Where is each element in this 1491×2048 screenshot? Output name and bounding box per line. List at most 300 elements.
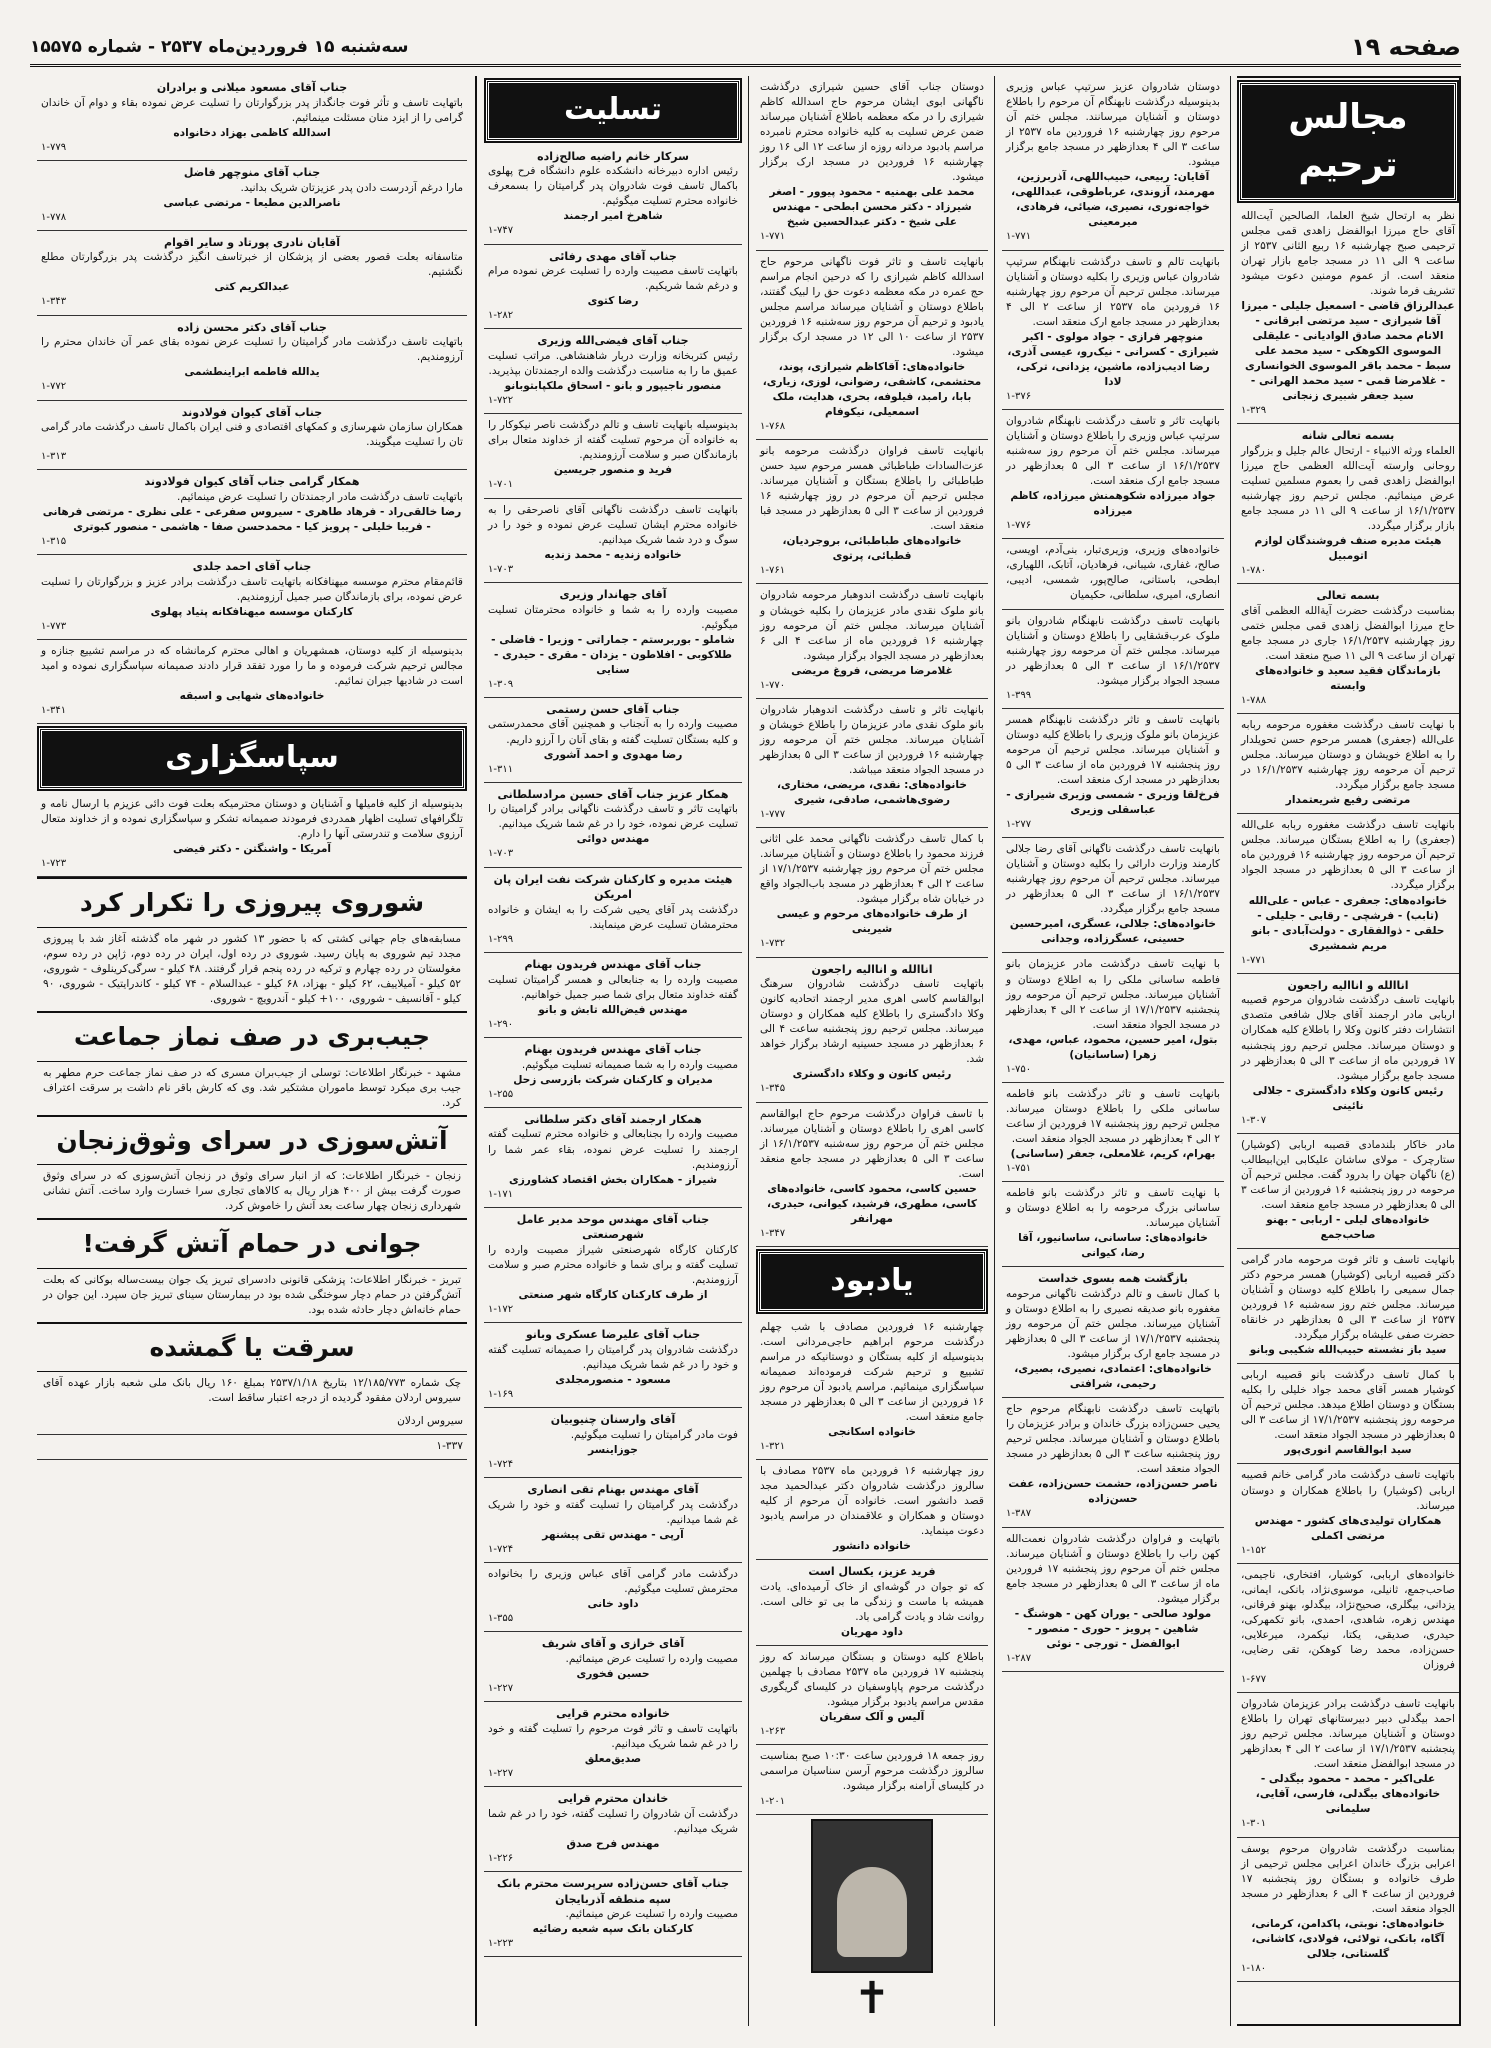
- notice-body: باتهایت تاسف درگذشت مادر ارجمندتان را تسلیت عرض مینمائیم.: [177, 491, 463, 503]
- notice-signature: شاملو - بوربرستم - جماراتی - وزیرا - فاضلی - طلاکوبی - افلاطون - یزدان - مقری - حیدری - سنایی: [491, 633, 735, 676]
- notice-body: مصیبت وارده را تسلیت عرض مینمائیم.: [565, 1652, 738, 1665]
- notice-list: [37, 76, 467, 724]
- news-headline: جیب‌بری در صف نماز جماعت: [37, 1011, 467, 1062]
- notice-body: مصیبت وارده را تسلیت عرض مینمائیم.: [565, 1908, 738, 1921]
- notice-entry: [1002, 1182, 1224, 1267]
- notice-title: جناب آقای منوچهر فاضل: [183, 165, 321, 179]
- notice-code: ۱-۳۴۳: [41, 296, 67, 308]
- notice-body: خانواده‌های اربابی، کوشیار، افتخاری، ناجیمی، صاحب‌جمع، ثانیلی، موسوی‌نژاد، بانکی، ایمانی، یزدانی، بیگلری، صحیح‌نژاد، بیگدلو، بهنو فرقانی، مهندس زهره، شاهدی، احمدی، بانو تکمهرکی، حیدری، صدیقی، یکتا، نیکمرد، میرعلایی، حسن‌زاده، محمد رضا کوهکن، تقی رضایی، فروزان: [1241, 1568, 1455, 1672]
- notice-code: ۱-۷۷۱: [760, 231, 786, 243]
- notice-signature: صدیق‌معلق: [584, 1752, 642, 1765]
- notice-signature: آرپی - مهندس تقی پیشنهر: [542, 1528, 684, 1541]
- notice-signature: مسعود - منصورمجلدی: [555, 1374, 671, 1386]
- notice-code: ۱-۳۱۳: [41, 451, 67, 463]
- notice-body: متاسفانه بعلت قصور بعضی از پزشکان از خبرتاسف انگیز درگذشت پدر بزرگوارتان مطلع نگشتیم.: [41, 251, 463, 279]
- notice-code: ۱-۲۲۷: [488, 1767, 514, 1779]
- notice-body: بانهایت تاسف و تاثر فوت ناگهانی مرحوم حاج اسدالله کاظم شیرازی را که درحین انجام مراسم حج عمره در مکه معظمه دعوت حق را لبیک گفتند، باطلاع دوستان و آشنایان میرساند مراسم مجلس یادبود و ترحیم آن مرحوم روز سه‌شنبه ۱۶ فروردین ۲۵۳۷ از ساعت ۱۰ الی ۱۲ در مسجد ارک برگزار میشود.: [760, 255, 984, 358]
- notice-entry: [1002, 1083, 1224, 1182]
- notice-body: با کمال تاسف درگذشت ناگهانی محمد علی اثانی فرزند محمود را باطلاع دوستان و آشنایان میرساند. مجلس ختم آن مرحوم روز چهارشنبه ۱۷/۱/۲۵۳۷ از ساعت ۲ الی ۴ بعدازظهر در مسجد باب‌الجواد واقع در خیابان شاه برگزار میشود.: [760, 833, 984, 906]
- news-body: چک شماره ۱۲/۱۸۵/۷۷۳ بتاریخ ۲۵۳۷/۱/۱۸ بمبلغ ۱۶۰ ریال بانک ملی شعبه بازار عهده آقای سیروس اردلان مفقود گردیده از درجه اعتبار ساقط است.: [43, 1377, 461, 1405]
- notice-signature: کارکنان بانک سپه شعبه رضائیه: [532, 1923, 694, 1936]
- notice-signature: هیئت مدیره صنف فروشندگان لوازم اتومبیل: [1254, 534, 1442, 562]
- notice-code: ۱-۲۲۷: [488, 1682, 514, 1694]
- notice-signature: بهرام، کریم، غلامعلی، جعفر (ساسانی): [1010, 1148, 1216, 1160]
- notice-signature: اسدالله کاظمی بهزاد دخانواده: [173, 126, 331, 139]
- notice-entry: [1237, 974, 1459, 1134]
- notice-body: بانهایت تاسف فراوان درگذشت مرحومه بانو عزت‌السادات طباطبائی همسر مرحوم سید حسن طباطبائی را باطلاع بستگان و آشنایان میرساند. مجلس ترحیم آن مرحوم در روز چهارشنبه ۱۶ فروردین از ساعت ۳ الی ۵ بعدازظهر در مسجد قبا منعقد است.: [760, 445, 984, 533]
- notice-title: جناب آقای حسن رستمی: [546, 702, 680, 716]
- notice-title: جناب آقای کیوان فولادوند: [181, 405, 323, 419]
- page-number: صفحه ۱۹: [1351, 33, 1461, 61]
- notice-body: بدینوسیله از کلیه دوستان، همشهریان و اهالی محترم کرمانشاه که در مراسم تشییع جنازه و مجالس ترحیم شرکت فرموده و ما را مورد تفقد قرار دادند صمیمانه سپاسگزاری نموده و امید است در شادیها جبران نمائیم.: [41, 645, 463, 688]
- notice-signature: سید ابوالقاسم انوری‌پور: [1284, 1444, 1412, 1457]
- news-list: [37, 877, 467, 1460]
- notice-entry: [756, 828, 988, 957]
- notice-signature: مدیران و کارکنان شرکت بازرسی زحل: [513, 1073, 713, 1086]
- notice-body: مصیبت وارده را به جنابعالی و همسر گرامیتان تسلیت گفته خداوند متعال برای شما صبر جمیل خواهانیم.: [488, 973, 738, 1001]
- notice-body: باتهایت تاسف و تأثر فوت جانگداز پدر بزرگوارتان را تسلیت عرض نموده بقاء و دوام آن خاندان گرامی را از ایزد منان مسئلت مینمائیم.: [41, 96, 463, 124]
- notice-body: مصیبت وارده را به شما و خانواده محترمتان تسلیت میگوئیم.: [488, 603, 738, 631]
- notice-entry: [484, 245, 742, 330]
- notice-entry: [484, 583, 742, 698]
- notice-signature: مولود صالحی - یوران کهن - هوشنگ - شاهین - پرویز - حوری - منصور - ابوالفضل - تورجی - نوئی: [1014, 1607, 1212, 1650]
- notice-body: با کمال تاسف و تالم درگذشت ناگهانی مرحومه مغفوره بانو صدیقه نصیری را به اطلاع دوستان و آشنایان میرساند. مجلس ختم آن مرحومه روز پنجشنبه ۱۷/۱/۲۵۳۷ از ساعت ۳ الی ۵ بعدازظهر در مسجد جامع ارک برگزار میشود.: [1006, 1287, 1220, 1361]
- notice-entry: [484, 1323, 742, 1408]
- notice-signature: آلیس و آلک سفریان: [819, 1711, 925, 1724]
- notice-body: باتهایت تاسف درگذشت مادر گرامیتان را تسلیت عرض نموده بقای عمر آن خاندان محترم را آرزومندیم.: [41, 336, 463, 364]
- notice-entry: [756, 1316, 988, 1460]
- notice-code: ۱-۱۷۱: [488, 1188, 514, 1200]
- column-left: [37, 76, 477, 2026]
- notice-list: [1237, 205, 1459, 1983]
- notice-list: [37, 793, 467, 877]
- notice-entry: [756, 699, 988, 828]
- notice-entry: [1237, 1134, 1459, 1249]
- notice-code: ۱-۲۷۷: [1006, 819, 1032, 831]
- notice-signature: فرید و منصور جریسین: [553, 464, 673, 477]
- notice-entry: [756, 1646, 988, 1745]
- notice-title: جناب آقای حسن‌زاده سرپرست محترم بانک سپه منطقه آذربایجان: [496, 1876, 730, 1906]
- notice-body: بانهایت تاسف درگذشت مغفوره ربابه علی‌الله (جعفری) را به اطلاع بستگان میرساند. مجلس ترحیم آن مرحومه روز چهارشنبه ۱۶ فروردین ماه از ساعت ۳ الی ۵ بعدازظهر در مسجد الجواد برگزار میگردد.: [1241, 819, 1455, 892]
- notice-signature: جواد میرزاده شکوهمنش میرزاده، کاظم میرزاده: [1010, 490, 1216, 518]
- notice-title: آقای خرازی و آقای شریف: [541, 1637, 685, 1651]
- notice-entry: [1237, 1693, 1459, 1837]
- notice-title: جناب آقای فیضی‌الله وزیری: [537, 334, 689, 348]
- notice-entry: [1237, 1249, 1459, 1364]
- notice-code: ۱-۷۰۱: [488, 479, 514, 491]
- notice-code: ۱-۷۶۱: [760, 565, 786, 577]
- notice-code: ۱-۲۵۵: [488, 1088, 514, 1100]
- news-body: مسابقه‌های جام جهانی کشتی که با حضور ۱۳ کشور در شهر ماه گذشته آغاز شد با پیروزی مجدد تیم شوروی به پایان رسید. شوروی در رده اول، ایران در رده دوم، ژاپن در رده سوم، مغولستان در رده چهارم و ترکیه در رده پنجم قرار گرفتند. ۴۸ کیلو - سرگی‌کرینلوف - شوروی، ۵۲ کیلو - آمیلاییف، ۶۲ کیلو - بهزاد، ۶۸ کیلو - عبدالسلام - ۷۴ کیلو - کاندرایتیک - شوروی، ۹۰ کیلو - آفانسیف - شوروی، ۱۰۰+ کیلو - آندرویچ - شوروی.: [43, 932, 461, 1006]
- notice-body: درگذشت شادروان پدر گرامیتان را صمیمانه تسلیت گفته و خود را در غم شما شریک میدانیم.: [488, 1343, 738, 1371]
- notice-title: همکار گرامی جناب آقای کیوان فولادوند: [144, 475, 360, 489]
- notice-signature: ناصرالدین مطیعا - مرتضی عباسی: [163, 196, 341, 209]
- notice-signature: رئیس کانون و وکلاء دادگستری: [792, 1068, 952, 1081]
- notice-title: آقای مهندس بهنام تقی انصاری: [527, 1483, 699, 1497]
- notice-body: بانهایت تاسف درگذشت برادر عزیزمان شادروان احمد بیگدلی دبیر دبیرستانهای تهران را باطلاع دوستان و آشنایان میرساند. مجلس ترحیم روز پنجشنبه ۱۷/۱/۲۵۳۷ از ساعت ۲ الی ۴ بعدازظهر در مسجد ابوالفضل منعقد است.: [1241, 1698, 1455, 1771]
- notice-entry: [1002, 539, 1224, 609]
- notice-signature: رضا خالقی‌راد - فرهاد طاهری - سیروس صفرعی - علی نظری - مرتضی فرهانی - فریبا خلیلی - پرویز کیا - محمدحسن صفا - هاشمی - منصور کبوتری: [42, 506, 462, 534]
- column-tarhim-3: [756, 76, 995, 2026]
- notice-code: ۱-۲۹۰: [488, 1018, 514, 1030]
- notice-signature: آقایان: ربیعی، حبیب‌اللهی، آذربرزین، مهرمند، آزوندی، عرباطوقی، عبداللهی، خواجه‌نوری، نصیری، ضیائی، فرهادی، میرمعینی: [1011, 171, 1215, 229]
- notice-entry: [1237, 1838, 1459, 1982]
- notice-entry: [756, 1745, 988, 1814]
- notice-entry: [37, 76, 467, 161]
- notice-title: جناب آقای مهندس موحد مدیر عامل شهرصنعتی: [516, 1212, 710, 1242]
- notice-code: ۱-۲۲۶: [488, 1852, 514, 1864]
- notice-body: روز چهارشنبه ۱۶ فروردین ماه ۲۵۳۷ مصادف با سالروز درگذشت شادروان دکتر عبدالحمید مجد قصد دانشور است. خانواده آن مرحوم از کلیه دوستان و همکاران و علاقمندان در مراسم یادبود دعوت مینماید.: [760, 1465, 985, 1538]
- notice-code: ۱-۳۴۱: [41, 705, 67, 717]
- notice-list: [756, 1316, 988, 1815]
- notice-entry: [484, 1208, 742, 1324]
- notice-entry: [1002, 953, 1224, 1082]
- notice-signature: بتول، امیر حسین، محمود، عباس، مهدی، زهرا (ساسانیان): [1008, 1033, 1218, 1061]
- notice-signature: خانواده‌های: نوبتی، پاکدامن، کرمانی، آگاه، بانکی، تولائی، فولادی، کاشانی، گلستانی، جلالی: [1251, 1917, 1445, 1960]
- notice-code: ۱-۷۸۸: [1241, 694, 1267, 706]
- notice-entry: [484, 145, 742, 245]
- notice-entry: [484, 1563, 742, 1632]
- notice-entry: [1002, 838, 1224, 953]
- notice-title: جناب آقای مهدی رفائی: [549, 249, 677, 263]
- notice-code: ۱-۷۷۰: [760, 679, 786, 691]
- notice-entry: [484, 414, 742, 498]
- notice-entry: [484, 783, 742, 868]
- column-tarhim-right: [1237, 76, 1461, 2026]
- news-item: [37, 1011, 467, 1115]
- notice-entry: [756, 1103, 988, 1247]
- notice-list: [756, 76, 988, 1247]
- notice-signature: خانواده‌های شهابی و اسبقه: [179, 690, 325, 703]
- notice-body: بمناسبت درگذشت شادروان مرحوم یوسف اعرابی بزرگ خاندان اعرابی مجلس ترحیمی از طرف خانواده و بستگان روز پنجشنبه ۱۷ فروردین از ساعت ۴ الی ۶ بعدازظهر در مسجد الجواد منعقد است.: [1241, 1842, 1455, 1915]
- notice-code: ۱-۲۶۳: [760, 1726, 786, 1738]
- notice-signature: داود خانی: [587, 1598, 639, 1611]
- notice-signature: جوزاینسر: [588, 1443, 638, 1456]
- notice-code: ۱-۳۴۷: [760, 1227, 786, 1239]
- notice-body: با کمال تاسف درگذشت بانو قصیبه اربابی کوشیار همسر آقای محمد جواد خلیلی را بکلیه بستگان و دوستان اطلاع میدهد. مجلس ترحیم آن مرحومه روز پنجشنبه ۱۷/۱/۲۵۳۷ از ساعت ۳ الی ۵ بعدازظهر در مسجد الجواد منعقد است.: [1241, 1369, 1455, 1442]
- notice-entry: [756, 584, 988, 698]
- notice-body: همکاران سازمان شهرسازی و کمکهای اقتصادی و فنی ایران باکمال تاسف درگذشت مادر گرامی تان را تسلیت میگویند.: [41, 421, 463, 449]
- banner-tasliat: تسلیت: [486, 80, 740, 141]
- notice-code: ۱-۷۲۲: [488, 395, 514, 407]
- notice-signature: مهندس دوائی: [576, 833, 650, 846]
- notice-title: جناب آقای مهندس فریدون بهنام: [524, 1043, 702, 1057]
- notice-signature: محمد علی بهمنیه - محمود پیوور - اصغر شیرزاد - دکتر محسن ابطحی - مهندس علی شیخ - دکتر عبدالحسین شیخ: [769, 186, 975, 229]
- notice-entry: [1002, 1267, 1224, 1398]
- notice-body: مصیبت وارده را بجنابعالی و خانواده محترم تسلیت گفته ارجمند را تسلیت عرض نموده، بقاء عمر شما را آرزومندیم.: [488, 1128, 738, 1171]
- notice-code: ۱-۶۷۷: [1241, 1674, 1267, 1686]
- notice-signature: خانواده‌های: نقدی، مریضی، مختاری، رضوی‌هاشمی، صادقی، شیری: [777, 779, 967, 807]
- notice-body: بانهایت تالم و تاسف درگذشت نابهنگام سرتیپ شادروان عباس وزیری را بکلیه دوستان و آشنایان میرساند. مجلس ترحیم آن مرحوم روز چهارشنبه ۱۶ فروردین ماه ۲۵۳۷ از ساعت ۲ الی ۴ بعدازظهر در مسجد جامع ارک منعقد است.: [1006, 255, 1220, 328]
- notice-body: بمناسبت درگذشت حضرت آیةالله العظمی آقای حاج میرزا ابوالفضل زاهدی قمی مجلس ختمی روز چهارشنبه ۱۶/۱/۲۵۳۷ جاری در مسجد جامع تهران از ساعت ۹ الی ۱۱ صبح منعقد است.: [1241, 604, 1455, 662]
- notice-code: ۱-۷۳۲: [760, 938, 786, 950]
- notice-body: دوستان جناب آقای حسین شیرازی درگذشت ناگهانی ابوی ایشان مرحوم حاج اسدالله کاظم شیرازی را در مکه معظمه باطلاع آشنایان میرساند ضمن عرض تسلیت به کلیه خانواده محترم نامبرده مراسم بادبود مردانه روزه از ساعت ۱۲ الی ۱۶ روز چهارشنبه ۱۶ فروردین در مسجد ارک برگزار میشود.: [760, 81, 984, 184]
- notice-code: ۱-۱۵۲: [1241, 1544, 1267, 1556]
- notice-body: بانهایت تاسف درگذشت ناگهانی آقای ناصرحقی را به خانواده محترم ایشان تسلیت عرض نموده و خود را در سوگ و درد شما شریک میدانیم.: [488, 503, 738, 546]
- notice-code: ۱-۷۷۸: [41, 211, 67, 223]
- notice-entry: [1237, 1464, 1459, 1563]
- notice-body: بانهایت تاثر و تاسف درگذشت اندوهبار شادروان بانو ملوک نقدی مادر عزیزمان را باطلاع خویشان و آشنایان میرساند. مجلس ختم آن مرحومه روز چهارشنبه ۱۶ فروردین از ساعت ۳ الی ۵ بعدازظهر در مسجد الجواد منعقد میباشد.: [760, 703, 984, 776]
- notice-signature: بازماندگان فقید سعید و خانواده‌های وابسته: [1255, 664, 1441, 692]
- notice-entry: [1237, 1564, 1459, 1693]
- notice-signature: منصور ناجیپور و بانو - اسحاق ملکپابتوبانو: [504, 380, 722, 393]
- notice-signature: شاهرخ امیر ارجمند: [563, 210, 663, 223]
- page-frame: [36, 76, 1461, 2026]
- notice-entry: [1237, 584, 1459, 714]
- notice-title: همکار ارجمند آقای دکتر سلطانی: [524, 1112, 702, 1126]
- news-headline: آتش‌سوزی در سرای وثوق‌زنجان: [37, 1115, 467, 1166]
- notice-entry: [1237, 814, 1459, 973]
- page-header: [30, 30, 1461, 67]
- notice-entry: [484, 499, 742, 583]
- news-headline: شوروی پیروزی را تکرار کرد: [37, 877, 467, 928]
- notice-body: بانهایت تاسف درگذشت نابهنگام شادروان بانو ملوک عرب‌قشقایی را باطلاع دوستان و آشنایان میرساند. مجلس ختم آن مرحومه روز چهارشنبه ۱۶/۱/۲۵۳۷ از ساعت ۳ الی ۵ بعدازظهر در مسجد الجواد برگزار میشود.: [1006, 614, 1220, 687]
- notice-body: باتهایت تاسف درگذشت مادر گرامی خانم قصیبه اربابی (کوشیار) را باطلاع همکاران و دوستان میرساند.: [1241, 1469, 1455, 1512]
- notice-entry: [484, 1108, 742, 1208]
- notice-signature: همکاران تولیدی‌های کشور - مهندس مرتضی اکملی: [1254, 1514, 1442, 1542]
- notice-title: جناب آقای دکتر محسن زاده: [177, 320, 327, 334]
- notice-entry: [484, 1408, 742, 1478]
- notice-code: ۱-۷۷۱: [1241, 954, 1267, 966]
- notice-title: خانواده محترم قرایی: [556, 1707, 670, 1721]
- notice-entry: [37, 161, 467, 231]
- notice-entry: [756, 1460, 988, 1560]
- notice-code: ۱-۲۲۳: [488, 1938, 514, 1950]
- notice-entry: [1237, 1364, 1459, 1464]
- notice-code: ۱-۳۰۹: [488, 678, 514, 690]
- notice-code: ۱-۳۷۶: [1006, 390, 1032, 402]
- notice-entry: [484, 868, 742, 953]
- news-headline: جوانی در حمام آتش گرفت!: [37, 1218, 467, 1269]
- notice-body: باتهایت تاسف درگذشت شادروان سرهنگ ابوالقاسم کاسی اهری مدیر ارجمند اتحادیه کانون وکلا دادگستری را باطلاع کلیه همکاران و دوستان میرساند. مجلس ترحیم روز پنجشنبه ساعت ۴ الی ۶ بعدازظهر در مسجد حسینیه ارشاد برگزار خواهد شد.: [760, 978, 984, 1066]
- notice-body: درگذشت مادر گرامی آقای عباس وزیری را بخانواده محترمش تسلیت میگوئیم.: [488, 1567, 738, 1595]
- notice-body: بانهایت تاسف درگذشت اندوهبار مرحومه شادروان بانو ملوک نقدی مادر عزیزمان را بکلیه خویشان و آشنایان میرساند. مجلس ختم آن مرحومه روز چهارشنبه ۱۶ فروردین ماه از ساعت ۴ الی ۶ بعدازظهر در مسجد الجواد برگزار میشود.: [760, 589, 984, 662]
- notice-entry: [756, 440, 988, 584]
- notice-entry: [1002, 709, 1224, 838]
- notice-body: درگذشت آن شادروان را تسلیت گفته، خود را در غم شما شریک میدانیم.: [488, 1807, 738, 1835]
- notice-entry: [37, 640, 467, 724]
- notice-body: العلماء ورثه الانبیاء - ارتحال عالم جلیل و بزرگوار روحانی وارسته آیت‌الله العظمی حاج میرزا ابوالفضل زاهدی قمی را بعموم مسلمین تسلیت عرض مینمائیم. مجلس ترحیم روز چهارشنبه ۱۶/۱/۲۵۳۷ از ساعت ۹ الی ۱۱ در مسجد جامع بازار برگزار میگردد.: [1241, 444, 1455, 532]
- notice-body: درگذشت پدر آقای یحیی شرکت را به ایشان و خانواده محترمشان تسلیت عرض مینمایند.: [488, 903, 738, 931]
- notice-signature: مهندس فرح صدق: [566, 1837, 660, 1850]
- notice-code: ۱-۲۰۱: [760, 1795, 786, 1807]
- notice-signature: داود مهریان: [841, 1626, 903, 1639]
- notice-entry: [37, 316, 467, 401]
- notice-entry: [1002, 251, 1224, 410]
- notice-signature: از طرف خانواده‌های مرحوم و عیسی شیرینی: [776, 908, 968, 936]
- notice-signature: عبدالکریم کتی: [214, 281, 290, 294]
- news-item: [37, 1115, 467, 1219]
- news-signature: سیروس اردلان: [37, 1410, 467, 1435]
- notice-signature: مرتضی رفیع شریعتمدار: [1285, 794, 1411, 807]
- notice-code: ۱-۷۵۰: [1006, 1063, 1032, 1075]
- notice-body: خانواده‌های وزیری، وزیری‌تبار، بنی‌آدم، اویسی، صالح، غفاری، شیبانی، فرهادیان، آتابک، اللهیاری، ابطحی، باستانی، صالح‌پور، شمسی، ادیبی، انصاری، امیری، سلطانی، حکیمیان: [1006, 544, 1220, 602]
- notice-entry: [1002, 1398, 1224, 1527]
- notice-code: ۱-۷۲۳: [41, 858, 67, 870]
- notice-body: بانهایت تاسف درگذشت شادروان مرحوم قصیبه اربابی مادر ارجمند آقای جلال شافعی متصدی انتشارات دفتر کانون وکلا را باطلاع کلیه همکاران و دوستان میرساند. مجلس ترحیم روز پنجشنبه ۱۷ فروردین ماه از ساعت ۳ الی ۵ بعدازظهر در مسجد جامع برگزار میشود.: [1241, 994, 1455, 1082]
- notice-entry: [484, 953, 742, 1038]
- notice-code: ۱-۱۷۲: [488, 1304, 514, 1316]
- notice-body: با نهایت تاسف درگذشت مغفوره مرحومه ربابه علی‌الله (جعفری) همسر مرحوم حسن تحویلدار را به اطلاع خویشان و دوستان میرساند. مجلس ترحیم آن مرحومه روز چهارشنبه ۱۶/۱/۲۵۳۷ در مسجد جامع برگزار میگردد.: [1241, 719, 1456, 792]
- notice-title: جناب آقای علیرضا عسکری وبانو: [525, 1328, 701, 1342]
- notice-body: مصیبت وارده را به آنجناب و همچنین آقای محمدرستمی و کلیه بستگان تسلیت گفته و بقای آنان را آرزو داریم.: [488, 718, 738, 746]
- notice-code: ۱-۷۷۹: [41, 141, 67, 153]
- notice-signature: رضا کتوی: [587, 295, 639, 308]
- notice-signature: حسین کاسی، محمود کاسی، خانواده‌های کاسی، مطهری، فرشید، کیوانی، حیدری، مهرانفر: [766, 1182, 978, 1225]
- notice-entry: [756, 76, 988, 251]
- notice-body: با تاسف فراوان درگذشت مرحوم حاج ابوالقاسم کاسی اهری را باطلاع دوستان و آشنایان میرساند. مجلس ختم آن مرحوم روز سه‌شنبه ۱۶/۱/۲۵۳۷ از ساعت ۳ الی ۵ بعدازظهر در مسجد جامع منعقد است.: [760, 1107, 984, 1180]
- notice-entry: [1002, 76, 1224, 251]
- portrait-face: [837, 1867, 907, 1957]
- notice-body: فوت مادر گرامیتان را تسلیت میگوئیم.: [570, 1428, 738, 1441]
- notice-body: قائم‌مقام محترم موسسه میهنافکانه باتهایت تاسف درگذشت برادر عزیز و بزرگوارتان را تسلیت عرض نموده، برای بازماندگان صبر جمیل آرزومندیم.: [41, 575, 463, 603]
- notice-code: ۱-۳۲۹: [1241, 404, 1267, 416]
- notice-signature: خانواده‌های طباطبائی، بروجردیان، قطبائی، پرتوی: [782, 535, 962, 563]
- notice-entry: [37, 555, 467, 640]
- notice-code: ۱-۷۲۴: [488, 1543, 514, 1555]
- notice-signature: خانواده‌های لیلی - اربابی - بهنو صاحب‌جمع: [1266, 1214, 1430, 1242]
- notice-signature: خانواده‌های: ساسانی، ساسانیور، آقا رضا، کیوانی: [1018, 1232, 1208, 1260]
- notice-entry: [484, 1632, 742, 1702]
- notice-signature: خانواده دانشور: [833, 1540, 911, 1553]
- notice-title: آقای جهاندار وزیری: [559, 587, 667, 601]
- news-body: مشهد - خبرنگار اطلاعات: توسلی از جیب‌بران مسری که در صف نماز جماعت حرم مطهر به جیب بری میکرد توسط ماموران مشتکیر شد. وی که کارش باقر نام داشت بر سرقت اعتراف کرد.: [43, 1066, 461, 1109]
- notice-body: با نهایت تاسف درگذشت مادر عزیزمان بانو فاطمه ساسانی ملکی را به اطلاع دوستان و آشنایان میرساند. مجلس ترحیم آن مرحومه روز پنجشنبه ۱۷/۱/۲۵۳۷ از ساعت ۲ الی ۴ بعدازظهر در مسجد الجواد منعقد است.: [1006, 958, 1220, 1031]
- notice-code: ۱-۲۸۷: [1006, 1652, 1032, 1664]
- notice-title: همکار عزیز جناب آقای حسین مرادسلطانی: [497, 787, 729, 801]
- notice-signature: غلامرضا مریضی، فروغ مریضی: [791, 664, 953, 677]
- notice-signature: خانواده‌های: آقاکاظم شیرازی، پوند، محتشمی، کاشفی، رضوانی، لوزی، زیاری، بابا، رامبد، فیلوفه، بحری، هدایت، ملک اسمعیلی، نیکوفام: [762, 360, 982, 418]
- notice-body: چهارشنبه ۱۶ فروردین مصادف با شب چهلم درگذشت مرحوم ابراهیم حاجی‌مردانی است. بدینوسیله از کلیه بستگان و دوستانیکه در مراسم تشییع و ترحیم شرکت فرموده‌اند صمیمانه سپاسگزاری مینمائیم. مراسم یادبود آن مرحوم روز ۱۶ فروردین از ساعت ۳ الی ۵ بعدازظهر در مسجد جامع منعقد است.: [760, 1320, 984, 1423]
- notice-body: باتهایت تاسف درگذشت نابهنگام مرحوم حاج یحیی حسن‌زاده بزرگ خاندان و برادر عزیزمان را باطلاع دوستان و آشنایان میرساند. مجلس ترحیم روز پنجشنبه ساعت ۳ الی ۵ بعدازظهر در مسجد الجواد منعقد است.: [1006, 1403, 1220, 1476]
- news-item: [37, 1322, 467, 1461]
- notice-code: ۱-۳۲۱: [760, 1440, 786, 1452]
- notice-code: ۱-۳۰۷: [1241, 1114, 1267, 1126]
- notice-code: ۱-۷۰۳: [488, 848, 514, 860]
- notice-body: باتهایت تاثر و تاسف درگذشت ناگهانی برادر گرامیتان را تسلیت عرض نموده، خود را در غم شما شریک میدانیم.: [488, 803, 738, 831]
- notice-signature: خانواده‌های: جعفری - عباس - علی‌الله (تابب) - فرشچی - رقابی - جلیلی - حلقی - ذوالفقاری - دولت‌آبادی - بانو مریم شمشیری: [1248, 894, 1448, 952]
- notice-signature: یدالله فاطمه ابراینطشمی: [184, 366, 320, 379]
- notice-entry: [1002, 410, 1224, 539]
- notice-signature: خانواده اسکانجی: [828, 1425, 916, 1438]
- notice-signature: حسین فخوری: [576, 1667, 650, 1680]
- notice-code: ۱-۳۰۱: [1241, 1818, 1267, 1830]
- notice-entry: [484, 698, 742, 783]
- notice-title: بسمه تعالی شانه: [1301, 429, 1395, 443]
- notice-signature: علی‌اکبر - محمد - محمود بیگدلی - خانواده‌های بیگدلی، فارسی، آقایی، سلیمانی: [1255, 1773, 1441, 1816]
- notice-code: ۱-۲۸۲: [488, 310, 514, 322]
- notice-entry: [37, 401, 467, 471]
- notice-entry: [1237, 205, 1459, 425]
- notice-body: مادر خاکار بلندمادی قصیبه اربابی (کوشیار) ستارچرک - مولای ساشان علیکابی این‌ابیطالب (ع) ناگهان جهان را بدرود گفت. مجلس ترحیم آن مرحومه در روز پنجشنبه ۱۶ فروردین از ساعت ۳ الی ۵ بعدازظهر در مسجد جامع منعقد است.: [1241, 1138, 1455, 1211]
- notice-code: ۱-۷۴۷: [488, 225, 514, 237]
- notice-code: ۱-۷۶۸: [760, 420, 786, 432]
- notice-code: ۱-۱۸۰: [1241, 1962, 1267, 1974]
- notice-signature: فرخ‌لقا وزیری - شمسی وزیری شیرازی - عباسقلی وزیری: [1006, 789, 1220, 817]
- column-tasliat: [484, 76, 749, 2026]
- notice-body: باطلاع کلیه دوستان و بستگان میرساند که روز پنجشنبه ۱۷ فروردین ماه ۲۵۳۷ مصادف با چهلمین درگذشت مرحوم پاپاوسفیان در کلیسای گریگوری مقدس مراسم یادبود برگزار میشود.: [760, 1651, 984, 1709]
- notice-signature: خانواده زندیه - محمد زندیه: [544, 548, 682, 561]
- notice-entry: [484, 1872, 742, 1957]
- notice-signature: خانواده‌های: جلالی، عسگری، امیرحسین حسینی، عسگرزاده، وجدانی: [1009, 918, 1217, 946]
- notice-code: ۱-۷۷۳: [41, 620, 67, 632]
- notice-code: ۱-۷۰۳: [488, 563, 514, 575]
- notice-entry: [756, 1560, 988, 1646]
- notice-entry: [1237, 714, 1459, 814]
- notice-entry: [37, 231, 467, 316]
- notice-entry: [1002, 1528, 1224, 1672]
- notice-code: ۱-۷۵۱: [1006, 1163, 1032, 1175]
- notice-signature: از طرف کارکنان کارگاه شهر صنعتی: [518, 1289, 708, 1302]
- notice-code: ۱-۱۶۹: [488, 1389, 514, 1401]
- notice-title: اناالله و اناالیه راجعون: [1287, 978, 1409, 992]
- notice-body: بانهایت تاسف و تاثر درگذشت بانو فاطمه ساسانی ملکی را باطلاع دوستان میرساند. مجلس ترحیم روز پنجشنبه ۱۷ فروردین از ساعت ۲ الی ۴ بعدازظهر در مسجد الجواد منعقد است.: [1006, 1087, 1220, 1145]
- notice-code: ۱-۷۲۴: [488, 1458, 514, 1470]
- banner-sepas: سپاسگزاری: [39, 728, 465, 789]
- notice-title: جناب آقای مهندس فریدون بهنام: [524, 958, 702, 972]
- notice-body: بانهایت تاثر و تاسف درگذشت نابهنگام شادروان سرتیپ عباس وزیری را باطلاع دوستان و آشنایان میرساند. مجلس ختم آن مرحوم روز سه‌شنبه ۱۶/۱/۲۵۳۷ از ساعت ۳ الی ۵ بعدازظهر در مسجد جامع ارک منعقد است.: [1006, 414, 1220, 488]
- notice-entry: [756, 958, 988, 1103]
- news-code: ۱-۳۳۷: [37, 1435, 467, 1460]
- notice-body: مارا درغم آزدرست دادن پدر عزیزتان شریک بدانید.: [240, 181, 463, 194]
- notice-entry: [484, 1478, 742, 1563]
- notice-title: فرید عزیز، یکسال است: [808, 1565, 936, 1579]
- notice-body: باتهایت تاسف و تاثر فوت مرحوم را تسلیت گفته و خود را در غم شما شریک میدانیم.: [488, 1722, 738, 1750]
- notice-entry: [484, 329, 742, 414]
- notice-entry: [37, 793, 467, 877]
- notice-code: ۱-۳۹۹: [1006, 689, 1032, 701]
- banner-yadbood: یادبود: [758, 1251, 986, 1312]
- notice-entry: [484, 1702, 742, 1787]
- notice-title: هیئت مدیره و کارکنان شرکت نفت ایران پان امریکن: [493, 872, 733, 902]
- notice-entry: [484, 1787, 742, 1872]
- notice-entry: [756, 251, 988, 441]
- notice-signature: سید باز نشسته حبیب‌الله شکیبی وبانو: [1249, 1344, 1447, 1357]
- notice-title: اناالله و اناالیه راجعون: [811, 962, 933, 976]
- notice-signature: خانواده‌های: اعتمادی، نصیری، بصیری، رحیمی، شرافتی: [1014, 1363, 1212, 1391]
- notice-code: ۱-۷۸۰: [1241, 564, 1267, 576]
- notice-body: کارکنان کارگاه شهرصنعتی شیراز مصیبت وارده را تسلیت گفته و برای شما و خانواده محترم صبر و سلامت آرزومندیم.: [488, 1244, 738, 1287]
- notice-signature: منوچهر فرازی - جواد مولوی - اکبر شیرازی - کسرانی - نیک‌رو، عیسی آذری، رضا ادیب‌زاده، ماشین، یزدانی، ترکی، لادا: [1007, 330, 1219, 388]
- notice-body: بدینوسیله بانهایت تاسف و تالم درگذشت ناصر نیکوکار را به خانواده آن مرحوم تسلیت گفته از خداوند متعال برای بازماندگان صبر و سلامت آرزومندیم.: [488, 419, 738, 462]
- news-item: [37, 877, 467, 1011]
- notice-body: بدینوسیله از کلیه فامیلها و آشنایان و دوستان محترمیکه بعلت فوت دائی عزیزم با ارسال نامه و تلگرافهای تسلیت اظهار همدردی فرمودند صمیمانه تشکر و سپاسگزاری نموده و از خداوند متعال آرزوی سلامت و تندرستی آنها را دارم.: [41, 798, 463, 841]
- cross-icon: ✝: [853, 1972, 891, 2024]
- notice-title: آقای وارسنان چنیوبیان: [550, 1413, 676, 1427]
- notice-signature: ناصر حسن‌زاده، حشمت حسن‌زاده، عفت حسن‌زاده: [1008, 1478, 1218, 1506]
- notice-code: ۱-۷۷۱: [1006, 231, 1032, 243]
- notice-signature: کارکنان موسسه میهنافکانه پتیاد پهلوی: [150, 605, 354, 618]
- notice-body: رئیس اداره دبیرخانه دانشکده علوم دانشگاه فرح پهلوی باکمال تاسف فوت شادروان پدر گرامیتان را بسمعرف خانواده محترم تسلیت میگوئیم.: [488, 165, 738, 208]
- notice-signature: شیراز - همکاران بخش اقتصاد کشاورزی: [508, 1173, 717, 1186]
- news-headline: سرقت یا گمشده: [37, 1322, 467, 1373]
- notice-body: که تو جوان در گوشه‌ای از خاک آرمیده‌ای. یادت همیشه با ماست و زندگی ما بی تو خالی است. روانت شاد و یادت گرامی باد.: [760, 1580, 984, 1623]
- notice-title: بسمه تعالی: [1316, 589, 1380, 603]
- notice-entry: [37, 470, 467, 555]
- notice-code: ۱-۳۱۱: [488, 763, 514, 775]
- notice-body: رئیس کتربخانه وزارت دربار شاهنشاهی. مراتب تسلیت عمیق ما را به مناسبت درگذشت والده ارجمندتان بپذیرید.: [488, 350, 738, 378]
- banner-tarhim: مجالس ترحیم: [1239, 82, 1457, 201]
- memorial-photo: [811, 1819, 933, 1973]
- notice-title: سرکار خانم راضیه صالح‌زاده: [537, 149, 689, 163]
- news-body: زنجان - خبرنگار اطلاعات: که از انبار سرای وثوق در زنجان آتش‌سوزی که در سرای وثوق صورت گرفت بیش از ۴۰۰ هزار ریال به کالاهای تجاری سرا خسارت وارد ساخت. آتش نشانی شهرداری زنجان چهار ساعت بعد آتش را خاموش کرد.: [43, 1170, 462, 1213]
- notice-body: روز جمعه ۱۸ فروردین ساعت ۱۰:۳۰ صبح بمناسبت سالروز درگذشت مرحوم آرسن سناسیان مراسمی در کلیسای آرامنه برگزار میشود.: [760, 1750, 984, 1793]
- notice-body: با نهایت تاسف و تاثر درگذشت بانو فاطمه ساسانی بزرگ مرحومه را به اطلاع دوستان و آشنایان میرساند.: [1006, 1187, 1220, 1230]
- notice-signature: آمریکا - واشنگتن - دکتر فیضی: [172, 843, 332, 856]
- notice-signature: رضا مهدوی و احمد آشوری: [543, 748, 683, 761]
- notice-code: ۱-۲۹۹: [488, 933, 514, 945]
- notice-signature: مهندس فیض‌الله تابش و بانو: [538, 1003, 688, 1016]
